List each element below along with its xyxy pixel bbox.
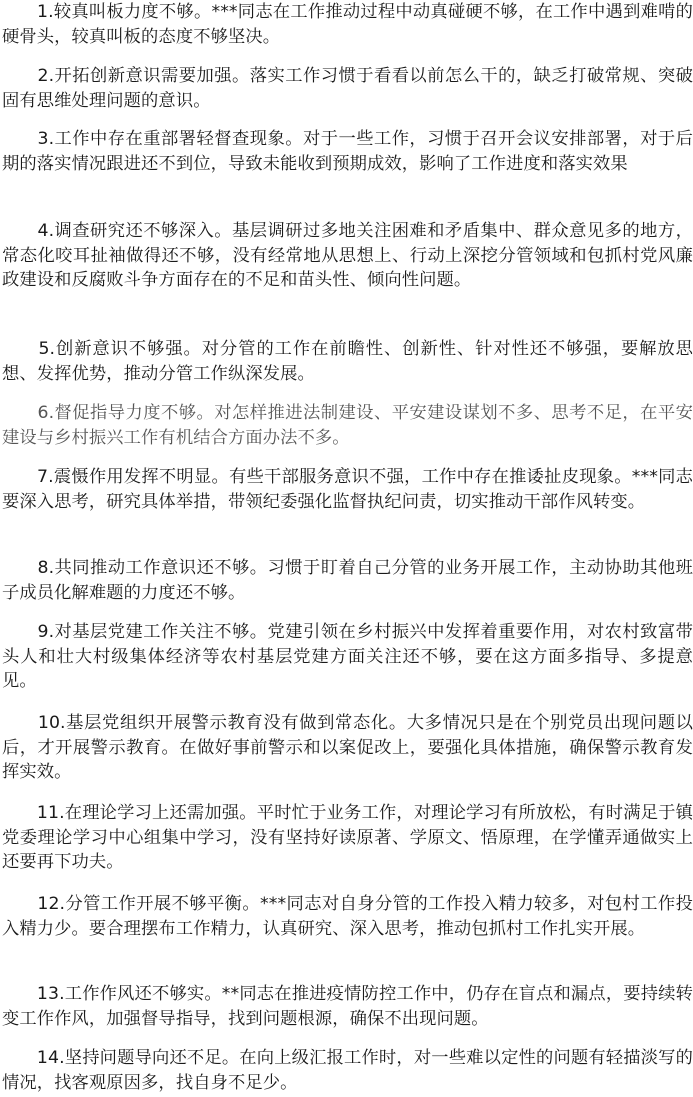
- paragraph-5: 5.创新意识不够强。对分管的工作在前瞻性、创新性、针对性还不够强，要解放思想、发挥优势，推动分管工作纵深发展。: [2, 339, 693, 384]
- paragraph-6: 6.督促指导力度不够。对怎样推进法制建设、平安建设谋划不多、思考不足，在平安建设与乡村振兴工作有机结合方面办法不多。: [2, 403, 693, 448]
- paragraph-8: 8.共同推动工作意识还不够。习惯于盯着自己分管的业务开展工作，主动协助其他班子成员化解难题的力度还不够。: [2, 558, 693, 603]
- paragraph-7: 7.震慑作用发挥不明显。有些干部服务意识不强，工作中存在推诿扯皮现象。***同志要深入思考，研究具体举措，带领纪委强化监督执纪问责，切实推动干部作风转变。: [2, 467, 693, 512]
- paragraph-11: 11.在理论学习上还需加强。平时忙于业务工作，对理论学习有所放松，有时满足于镇党委理论学习中心组集中学习，没有坚持好读原著、学原文、悟原理，在学懂弄通做实上还要再下功夫。: [2, 803, 693, 872]
- paragraph-10: 10.基层党组织开展警示教育没有做到常态化。大多情况只是在个别党员出现问题以后，才开展警示教育。在做好事前警示和以案促改上，要强化具体措施，确保警示教育发挥实效。: [2, 713, 693, 782]
- paragraph-12: 12.分管工作开展不够平衡。***同志对自身分管的工作投入精力较多，对包村工作投入精力少。要合理摆布工作精力，认真研究、深入思考，推动包抓村工作扎实开展。: [2, 894, 693, 939]
- paragraph-13: 13.工作作风还不够实。**同志在推进疫情防控工作中，仍存在盲点和漏点，要持续转变工作作风，加强督导指导，找到问题根源，确保不出现问题。: [2, 984, 693, 1029]
- paragraph-2: 2.开拓创新意识需要加强。落实工作习惯于看看以前怎么干的，缺乏打破常规、突破固有思维处理问题的意识。: [2, 66, 693, 111]
- paragraph-1: 1.较真叫板力度不够。***同志在工作推动过程中动真碰硬不够，在工作中遇到难啃的硬骨头，较真叫板的态度不够坚决。: [2, 2, 693, 47]
- paragraph-9: 9.对基层党建工作关注不够。党建引领在乡村振兴中发挥着重要作用，对农村致富带头人和壮大村级集体经济等农村基层党建方面关注还不够，要在这方面多指导、多提意见。: [2, 622, 693, 691]
- paragraph-14: 14.坚持问题导向还不足。在向上级汇报工作时，对一些难以定性的问题有轻描淡写的情况，找客观原因多，找自身不足少。: [2, 1048, 693, 1093]
- paragraph-3: 3.工作中存在重部署轻督查现象。对于一些工作，习惯于召开会议安排部署，对于后期的落实情况跟进还不到位，导致未能收到预期成效，影响了工作进度和落实效果: [2, 129, 693, 174]
- paragraph-4: 4.调查研究还不够深入。基层调研过多地关注困难和矛盾集中、群众意见多的地方，常态化咬耳扯袖做得还不够，没有经常地从思想上、行动上深挖分管领域和包抓村党风廉政建设和反腐败斗争方面存在的不足和苗头性、倾向性问题。: [2, 221, 693, 290]
